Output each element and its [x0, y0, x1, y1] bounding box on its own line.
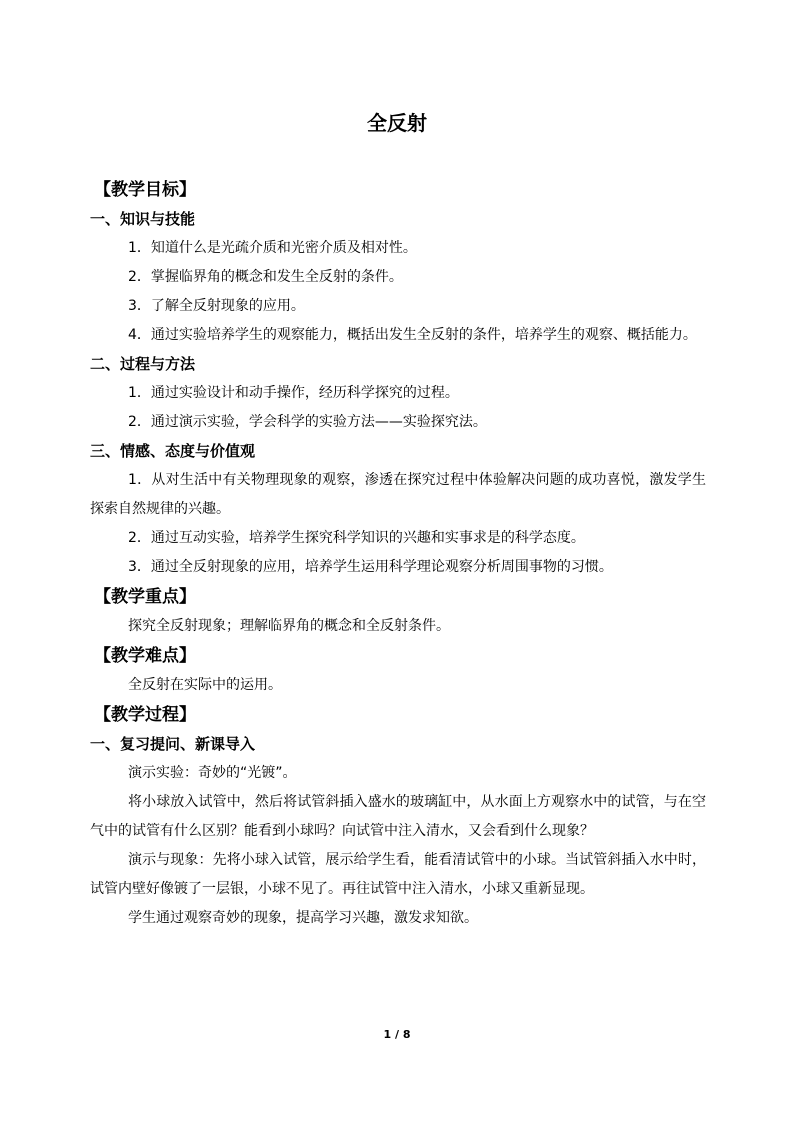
key-points-text: 探究全反射现象；理解临界角的概念和全反射条件。 — [128, 618, 450, 634]
list-item: 2．通过互动实验，培养学生探究科学知识的兴趣和实事求是的科学态度。 — [128, 530, 585, 546]
paragraph: 演示与现象：先将小球入试管，展示给学生看，能看清试管中的小球。当试管斜插入水中时，试管内壁好像镀了一层银，小球不见了。再往试管中注入清水，小球又重新显现。 — [90, 852, 706, 897]
section-heading-difficulty: 【教学难点】 — [94, 646, 196, 666]
subheading-review: 一、复习提问、新课导入 — [90, 735, 256, 753]
paragraph: 将小球放入试管中，然后将试管斜插入盛水的玻璃缸中，从水面上方观察水中的试管，与在空气中的试管有什么区别？能看到小球吗？向试管中注入清水，又会看到什么现象？ — [90, 794, 706, 839]
section-heading-goals: 【教学目标】 — [94, 180, 196, 200]
subheading-process: 二、过程与方法 — [90, 355, 196, 373]
list-item: 2．通过演示实验，学会科学的实验方法——实验探究法。 — [128, 414, 487, 430]
list-item: 4．通过实验培养学生的观察能力，概括出发生全反射的条件，培养学生的观察、概括能力。 — [128, 327, 697, 343]
list-item: 1．通过实验设计和动手操作，经历科学探究的过程。 — [128, 385, 459, 401]
page-number: 1 / 8 — [383, 1028, 411, 1041]
document-title: 全反射 — [367, 111, 427, 135]
difficulty-text: 全反射在实际中的运用。 — [128, 677, 282, 693]
list-item: 1．从对生活中有关物理现象的观察，渗透在探究过程中体验解决问题的成功喜悦，激发学生探索自然规律的兴趣。 — [90, 472, 706, 517]
document-body — [90, 175, 706, 933]
list-item: 2．掌握临界角的概念和发生全反射的条件。 — [128, 269, 403, 285]
paragraph: 演示实验：奇妙的“光镀”。 — [128, 765, 297, 781]
paragraph: 学生通过观察奇妙的现象，提高学习兴趣，激发求知欲。 — [128, 910, 478, 926]
list-item: 3．了解全反射现象的应用。 — [128, 298, 305, 314]
list-item: 3．通过全反射现象的应用，培养学生运用科学理论观察分析周围事物的习惯。 — [128, 559, 613, 575]
section-heading-procedure: 【教学过程】 — [94, 705, 196, 725]
subheading-knowledge: 一、知识与技能 — [90, 210, 196, 228]
list-item: 1．知道什么是光疏介质和光密介质及相对性。 — [128, 240, 417, 256]
subheading-attitude: 三、情感、态度与价值观 — [90, 442, 256, 460]
section-heading-key-points: 【教学重点】 — [94, 587, 196, 607]
